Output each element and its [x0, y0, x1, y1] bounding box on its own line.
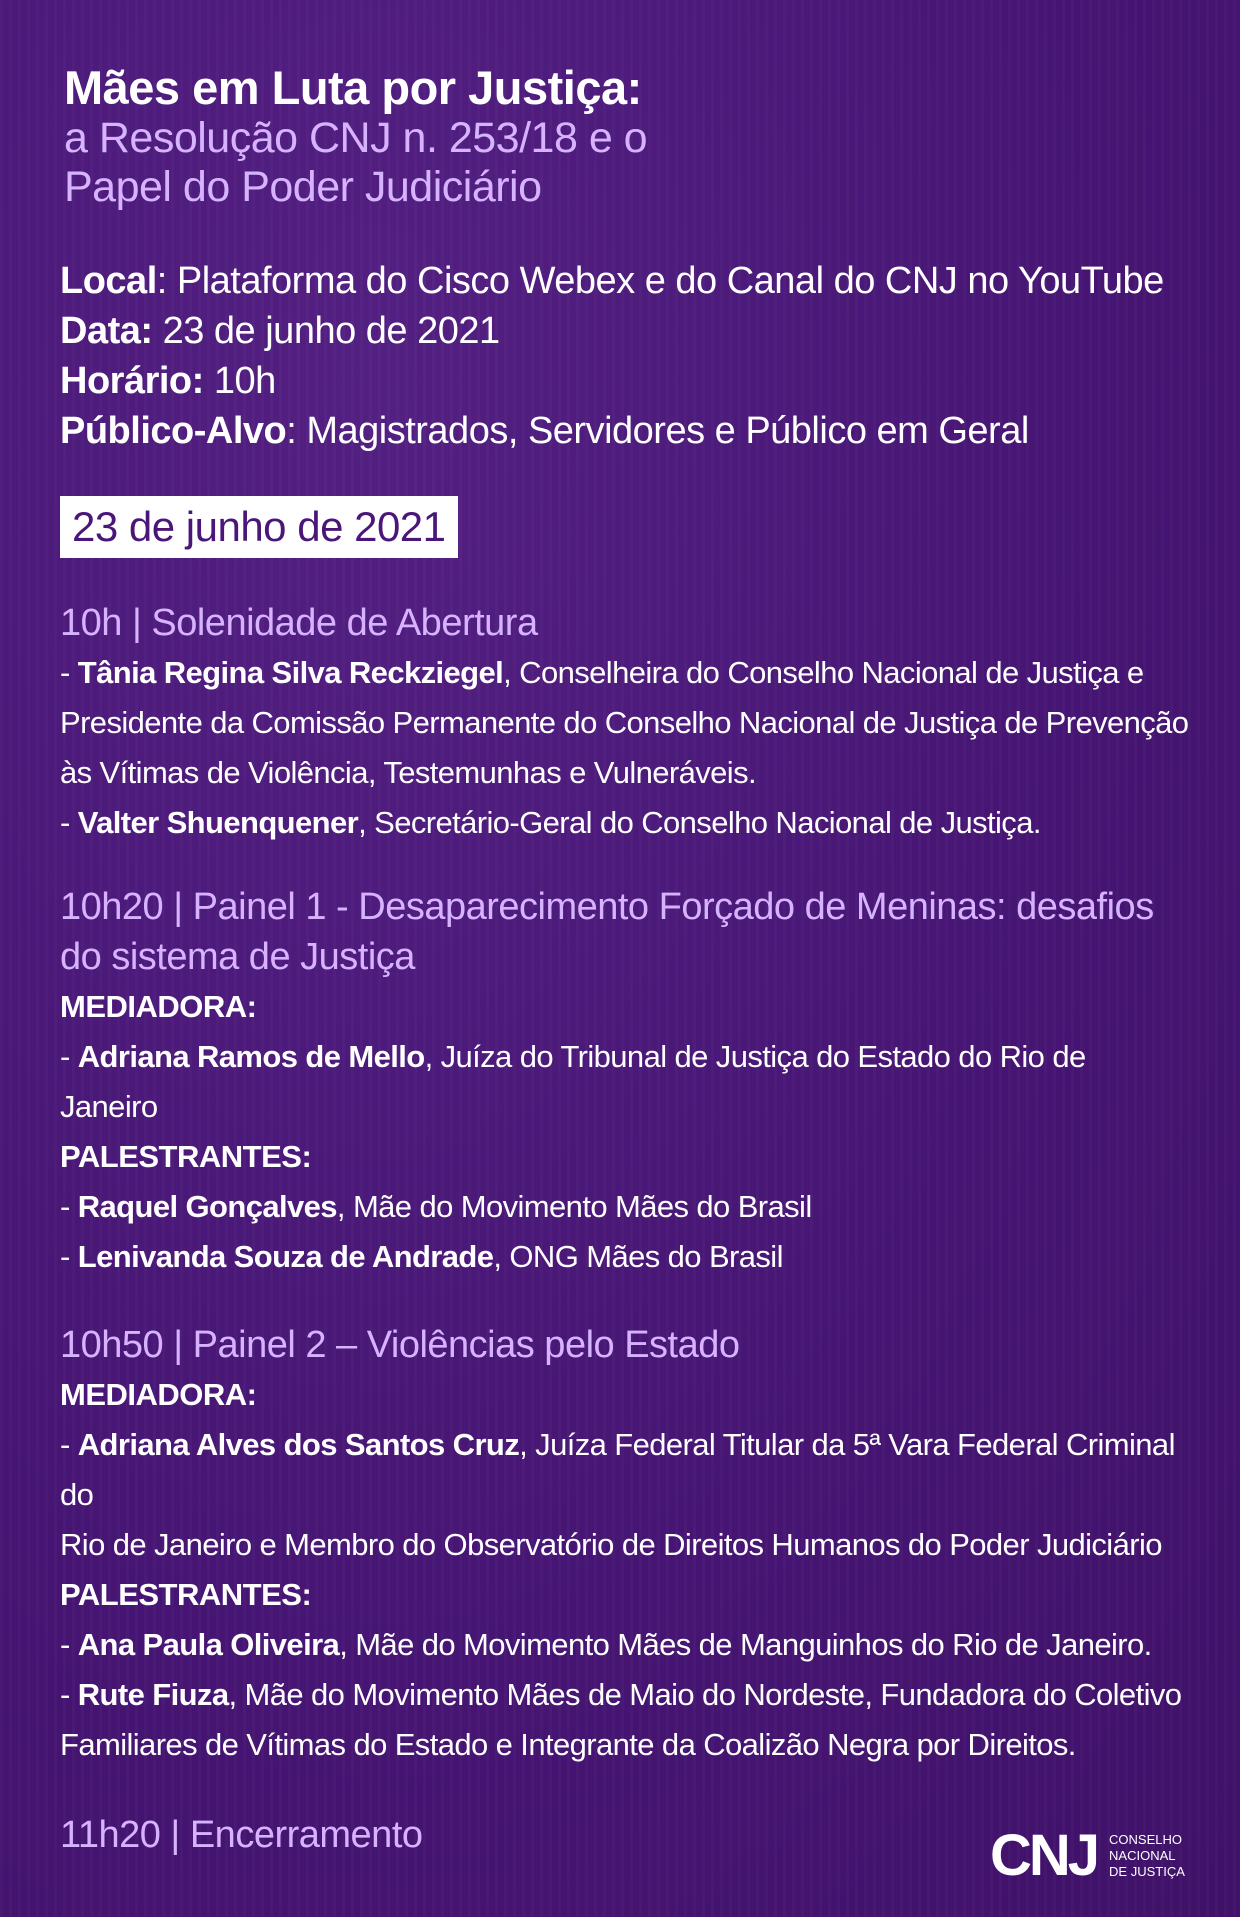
session-opening [60, 598, 1190, 848]
speaker-desc-line: Familiares de Vítimas do Estado e Integrante da Coalizão Negra por Direitos. [60, 1727, 1076, 1762]
cnj-logo [990, 1822, 1185, 1889]
session-panel-2 [60, 1320, 1190, 1770]
cnj-logo-text: CONSELHO NACIONAL DE JUSTIÇA [1109, 1831, 1185, 1879]
date-badge: 23 de junho de 2021 [60, 496, 458, 558]
info-local: Local: Plataforma do Cisco Webex e do Canal do CNJ no YouTube [60, 260, 1164, 302]
speaker-desc-line: Rio de Janeiro e Membro do Observatório de Direitos Humanos do Poder Judiciário [60, 1527, 1162, 1562]
speaker-line: - Adriana Ramos de Mello, Juíza do Tribunal de Justiça do Estado do Rio de Janeiro [60, 1039, 1086, 1124]
speaker-desc-line: Presidente da Comissão Permanente do Conselho Nacional de Justiça de Prevenção [60, 705, 1189, 740]
speaker-desc-line: às Vítimas de Violência, Testemunhas e Vulneráveis. [60, 755, 757, 790]
speaker-line: - Raquel Gonçalves, Mãe do Movimento Mães do Brasil [60, 1189, 812, 1224]
speaker-line: - Ana Paula Oliveira, Mãe do Movimento Mães de Manguinhos do Rio de Janeiro. [60, 1627, 1152, 1662]
speaker-line: - Tânia Regina Silva Reckziegel, Conselheira do Conselho Nacional de Justiça e [60, 655, 1144, 690]
speaker-line: - Valter Shuenquener, Secretário-Geral do Conselho Nacional de Justiça. [60, 805, 1041, 840]
session-title: 10h | Solenidade de Abertura [60, 602, 538, 644]
info-date: Data: 23 de junho de 2021 [60, 310, 500, 352]
title-sub-line2: Papel do Poder Judiciário [64, 163, 542, 211]
speakers-label: PALESTRANTES: [60, 1139, 312, 1174]
cnj-logo-mark: CNJ [990, 1823, 1098, 1888]
session-panel-1 [60, 882, 1190, 1282]
speaker-line: - Rute Fiuza, Mãe do Movimento Mães de Maio do Nordeste, Fundadora do Coletivo [60, 1677, 1182, 1712]
event-flyer [60, 62, 1190, 1860]
speakers-label: PALESTRANTES: [60, 1577, 312, 1612]
mediator-label: MEDIADORA: [60, 989, 257, 1024]
info-audience: Público-Alvo: Magistrados, Servidores e Público em Geral [60, 410, 1029, 452]
info-time: Horário: 10h [60, 360, 276, 402]
session-title: 10h50 | Painel 2 – Violências pelo Estado [60, 1324, 740, 1366]
session-title: 11h20 | Encerramento [60, 1814, 423, 1856]
event-info [60, 256, 1190, 456]
speaker-line: - Lenivanda Souza de Andrade, ONG Mães do Brasil [60, 1239, 783, 1274]
event-title [60, 62, 1190, 212]
title-sub-line1: a Resolução CNJ n. 253/18 e o [64, 114, 648, 162]
speaker-line: - Adriana Alves dos Santos Cruz, Juíza Federal Titular da 5ª Vara Federal Criminal do [60, 1427, 1175, 1512]
session-title: 10h20 | Painel 1 - Desaparecimento Forçado de Meninas: desafios [60, 886, 1154, 928]
session-title-cont: do sistema de Justiça [60, 936, 415, 978]
mediator-label: MEDIADORA: [60, 1377, 257, 1412]
title-main: Mães em Luta por Justiça: [64, 61, 642, 114]
